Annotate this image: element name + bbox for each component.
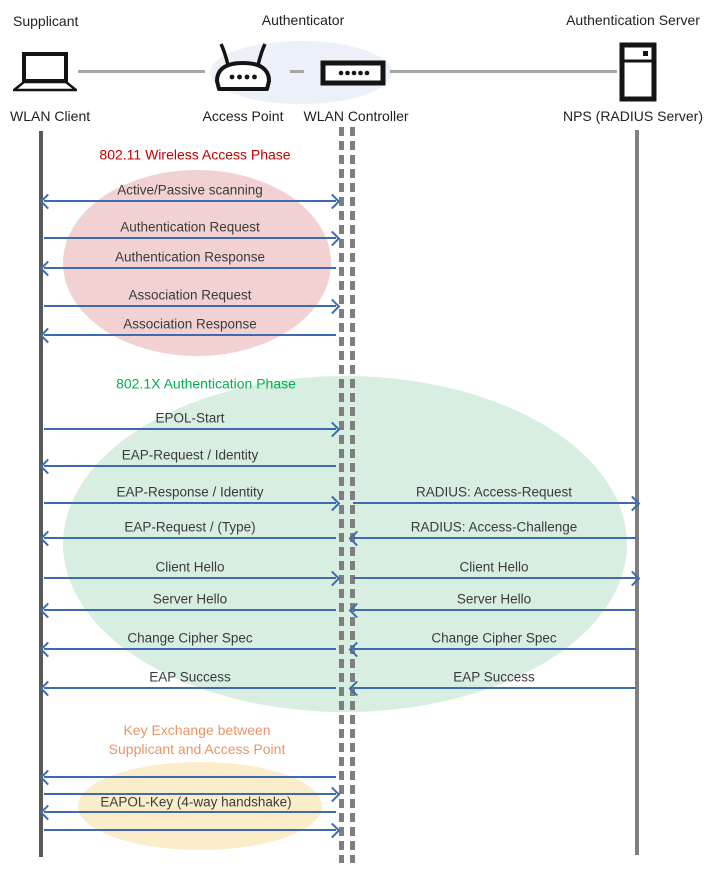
phase-title: 802.1X Authentication Phase — [116, 375, 296, 392]
message-label: Server Hello — [456, 591, 532, 607]
message-arrow — [44, 537, 336, 539]
message-arrow — [44, 776, 336, 778]
wlan-client-label: WLAN Client — [10, 108, 91, 124]
message-arrow — [44, 334, 336, 336]
message-label: EPOL-Start — [155, 410, 225, 426]
laptop-icon — [13, 51, 77, 93]
message-label: EAP Success — [453, 669, 535, 685]
message-label: EAP Success — [149, 669, 231, 685]
message-arrow — [44, 237, 336, 239]
message-label: EAP-Request / Identity — [121, 447, 259, 463]
message-label: Association Response — [123, 316, 257, 332]
message-arrow — [44, 793, 336, 795]
message-arrow — [353, 687, 636, 689]
authentication-phase-ellipse — [63, 376, 627, 712]
message-arrow — [353, 577, 636, 579]
server-lifeline — [635, 130, 639, 855]
message-arrow — [44, 502, 336, 504]
phase-title: Key Exchange between Supplicant and Access Point — [108, 722, 286, 757]
message-arrow — [353, 609, 636, 611]
message-arrow — [44, 811, 336, 813]
message-label: Association Request — [128, 287, 252, 303]
message-label: Client Hello — [155, 559, 225, 575]
wlan-controller-label: WLAN Controller — [303, 108, 409, 124]
message-arrow — [353, 537, 636, 539]
message-label: Active/Passive scanning — [117, 182, 263, 198]
access-point-label: Access Point — [202, 108, 284, 124]
message-label: EAP-Response / Identity — [116, 484, 264, 500]
message-arrow — [44, 267, 336, 269]
supplicant-role-label: Supplicant — [13, 13, 79, 29]
message-label: EAP-Request / (Type) — [124, 519, 256, 535]
message-label: Change Cipher Spec — [431, 630, 557, 646]
message-label: Change Cipher Spec — [127, 630, 253, 646]
arrowhead-right — [325, 193, 341, 209]
phase-title: 802.11 Wireless Access Phase — [99, 146, 291, 163]
wlan-client-lifeline — [39, 131, 43, 857]
message-arrow — [44, 465, 336, 467]
nps-server-label: NPS (RADIUS Server) — [562, 108, 704, 124]
arrowhead-right — [325, 786, 341, 802]
wlan-controller-icon — [320, 60, 386, 86]
message-label: RADIUS: Access-Request — [415, 484, 573, 500]
message-label: Client Hello — [459, 559, 529, 575]
connector-controller-server — [390, 70, 617, 73]
message-arrow — [44, 609, 336, 611]
free-label: EAPOL-Key (4-way handshake) — [100, 794, 292, 810]
message-arrow — [353, 502, 636, 504]
message-label: RADIUS: Access-Challenge — [410, 519, 578, 535]
arrowhead-right — [325, 298, 341, 314]
connector-ap-controller — [290, 70, 304, 73]
message-arrow — [44, 428, 336, 430]
message-arrow — [44, 577, 336, 579]
arrowhead-right — [325, 822, 341, 838]
authenticator-lifeline-2 — [350, 127, 355, 863]
message-label: Server Hello — [152, 591, 228, 607]
message-arrow — [44, 829, 336, 831]
message-arrow — [44, 200, 336, 202]
message-label: Authentication Response — [114, 249, 266, 265]
connector-client-ap — [78, 70, 205, 73]
message-arrow — [44, 687, 336, 689]
message-arrow — [353, 648, 636, 650]
message-arrow — [44, 648, 336, 650]
server-icon — [619, 42, 657, 102]
authenticator-role-label: Authenticator — [261, 12, 345, 28]
server-role-label: Authentication Server — [566, 12, 700, 28]
message-arrow — [44, 305, 336, 307]
access-point-icon — [213, 41, 273, 93]
message-label: Authentication Request — [120, 219, 260, 235]
